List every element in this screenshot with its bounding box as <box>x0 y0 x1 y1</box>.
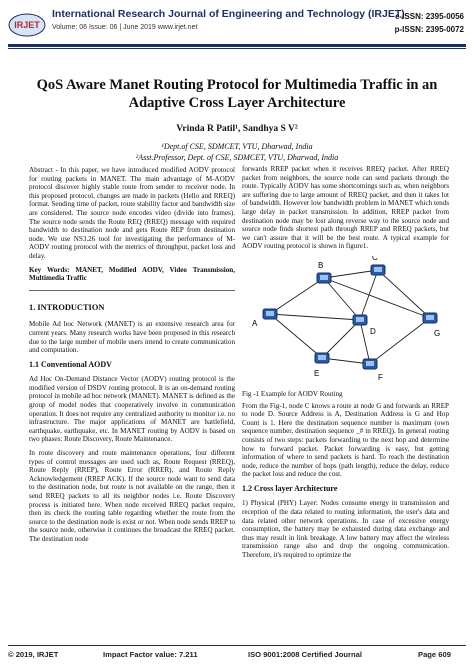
header-rule <box>8 44 466 47</box>
node-label-c: C <box>372 255 378 262</box>
p-issn: p-ISSN: 2395-0072 <box>394 25 464 34</box>
journal-header <box>0 0 474 56</box>
paper-title: QoS Aware Manet Routing Protocol for Multimedia Traffic in an Adaptive Cross Layer Architecture <box>36 77 438 111</box>
journal-volume: Volume: 06 Issue: 06 | June 2019 www.irjet.net <box>52 24 198 31</box>
irjet-logo <box>8 12 46 38</box>
router-icon-d <box>353 315 367 325</box>
link-F-G <box>370 318 430 364</box>
link-A-D <box>270 314 360 320</box>
link-A-E <box>270 314 322 358</box>
abstract: Abstract - In this paper, we have introduced modified AODV protocol for routing packets in MANET. The main advantage of M-AODV protocol discover highly stable route from sender to receiver node. In this proposed protocol, changes are made in packets (Hello and RREQ) format. Sending time of packet, route stability factor and bandwidth size are considered. The source node encodes video (divide into frames). The source node sends the Route REQ (RREQ) message with required bandwidth to destination node and gets Route REP from destination node. We use NS3.26 tool for investigating the performance of M-AODV routing protocol with the metrics of throughput, packet loss and delay. <box>29 166 235 260</box>
footer-rule <box>8 645 466 646</box>
paper-authors: Vrinda R Patil¹, Sandhya S V² <box>176 124 298 134</box>
footer-impact: Impact Factor value: 7.211 <box>103 650 198 659</box>
aodv-paragraph-2: In route discovery and route maintenance operations, four different types of control messages are used such as, Route Request (RREQ), Route Reply (RREP), Route Error (RRER), and Route Reply Acknowledgement (RREP ACK). If the source node want to send data to the destination node, but route is not available on the range, then it send RREQ packets to all its neighbor nodes i.e. Route Discovery process is initiated here. When node received RREQ packet require, then its check the routing table regarding whether the route from the source to the destination node is exist or not. When node sends RREP to the source node, otherwise it continues the broadcast the RREQ packet. The destination node <box>29 449 235 543</box>
link-C-G <box>378 270 430 318</box>
link-A-B <box>270 278 324 314</box>
router-icon-f <box>363 359 377 369</box>
link-D-F <box>360 320 370 364</box>
svg-text:IRJET: IRJET <box>14 20 40 30</box>
router-icon-a <box>263 309 277 319</box>
link-B-D <box>324 278 360 320</box>
right-paragraph-3: 1) Physical (PHY) Layer: Nodes consume energy in transmission and reception of the data related to routing information, the user's data and data related other network operations. In case of excessive energy consumption, the battery may be exhausted during data exchange and thus may result in link breakage. A low battery may affect the wireless transmission range also and drop the ongoing communication. Therefore, it's required to optimize the <box>242 499 449 560</box>
router-icon-c <box>371 265 385 275</box>
right-column <box>242 165 449 565</box>
node-label-e: E <box>314 368 320 378</box>
paper-affiliations: ¹Dept.of CSE, SDMCET, VTU, Dharwad, India ²Asst.Professor, Dept. of CSE, SDMCET, VTU, Dharwad, India <box>135 142 339 162</box>
router-icon-g <box>423 313 437 323</box>
right-paragraph-2: From the Fig-1, node C knows a route at node G and forwards an RREP to node D. Source Address is A, Destination Address is G and Hop Count is 1. Here the destination sequence number is maximum (own sequence number, destination sequence _# in RREQ). In general routing consists of two steps: packets forwarding to the next hop and determine how to forward packet. Packet forwarding is easy, but getting information of where to send packets is hard. To reach the destination node, reduce the number of hops (path length), reduce the delay, reduce the packet loss and reduce the cost. <box>242 401 449 479</box>
router-icon-e <box>315 353 329 363</box>
node-label-b: B <box>318 260 324 270</box>
heading-cross-layer: 1.2 Cross layer Architecture <box>242 483 338 493</box>
heading-introduction: 1. INTRODUCTION <box>29 302 105 312</box>
node-label-d: D <box>370 326 376 336</box>
left-column <box>29 166 235 549</box>
footer-iso: ISO 9001:2008 Certified Journal <box>248 650 362 659</box>
keywords: Key Words: MANET, Modified AODV, Video Transmission, Multimedia Traffic <box>29 265 235 283</box>
heading-conventional-aodv: 1.1 Conventional AODV <box>29 359 112 369</box>
node-label-a: A <box>252 318 258 328</box>
e-issn: e-ISSN: 2395-0056 <box>395 12 464 21</box>
footer-copyright: © 2019, IRJET <box>8 650 59 659</box>
header-rule-thin <box>8 48 466 49</box>
page-footer <box>8 645 466 659</box>
footer-page: Page 609 <box>418 650 451 659</box>
aodv-routing-figure <box>242 256 448 386</box>
node-label-f: F <box>378 372 383 382</box>
link-B-C <box>324 270 378 278</box>
node-label-g: G <box>434 328 441 338</box>
link-D-E <box>322 320 360 358</box>
section-divider <box>29 290 235 292</box>
aodv-paragraph-1: Ad Hoc On-Demand Distance Vector (AODV) routing protocol is the modified version of DSDV routing protocol. It is an on-demand routing protocol in mobile ad hoc network (MANET). MANET is defined as the group of model nodes that cooperatively involve in communication operation. It does not require any centralized authority to monitor i.e. no infrastructure. The major applications of MANET are battlefield, earthquake, earthquake, etc. In MANET routing by AODV is based on two phases: Route Discovery, Route Maintenance. <box>29 375 235 444</box>
network-diagram <box>242 256 448 386</box>
intro-paragraph: Mobile Ad hoc Network (MANET) is an extensive research area for current years. Many research works have been proposed in this research due to the large number of mobile users intend to create communication and computation. <box>29 320 235 355</box>
figure-caption: Fig -1 Example for AODV Routing <box>242 389 343 398</box>
journal-title: International Research Journal of Engineering and Technology (IRJET) <box>52 8 405 20</box>
right-paragraph-1: forwards RREP packet when it receives RREQ packet. After RREQ packet from neighbors, the source node can send packets through the route. Typically AODV has some shortcomings such as, when neighbors are suffering due to large amount of RREQ packet, and then it takes lot of bandwidth. However low bandwidth problem in MANET which tends large delay in packet transmission. In addition, RREP packet from destination node may be lost along reverse way to the source node and source node finds shortest path through RREP and RREQ packets, but we can't assure that it will be the best route. A typical example for AODV routing protocol is shown in figure1. <box>242 165 449 251</box>
router-icon-b <box>317 273 331 283</box>
link-B-G <box>324 278 430 318</box>
